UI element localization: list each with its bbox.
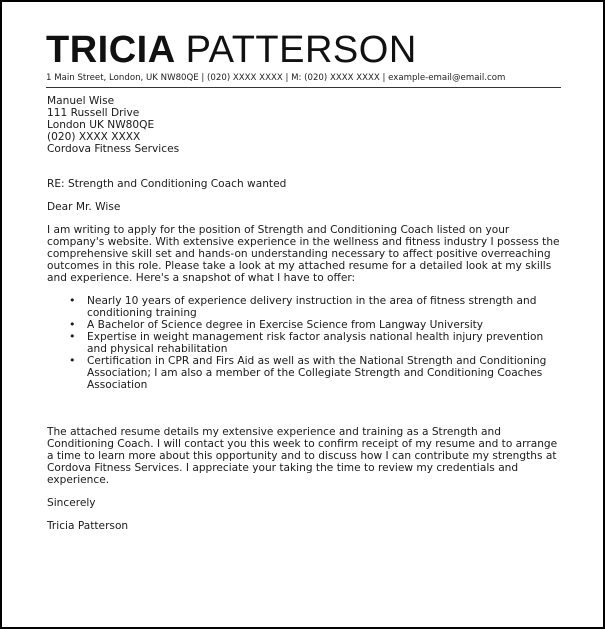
sign-off: Sincerely [47,497,96,509]
list-item: • Nearly 10 years of experience delivery instruction in the area of fitness strength and conditioning training [87,295,563,319]
recipient-address [47,95,563,155]
last-name: PATTERSON [185,29,417,71]
recipient-street: 111 Russell Drive [47,107,140,119]
contact-line: 1 Main Street, London, UK NW80QE | (020) XXXX XXXX | M: (020) XXXX XXXX | example-email@email.com [46,72,561,88]
list-item: • Certification in CPR and Firs Aid as well as with the National Strength and Conditioning Association; I am also a member of the Collegiate Strength and Conditioning Coaches Association [87,355,563,391]
applicant-name [46,30,563,70]
closing-paragraph: The attached resume details my extensive experience and training as a Strength and Conditioning Coach. I will contact you this week to confirm receipt of my resume and to arrange a time to learn more about this opportunity and to discuss how I can contribute my strengths at Cordova Fitness Services. I appreciate your taking the time to review my credentials and experience. [47,426,558,486]
signature-name: Tricia Patterson [47,520,129,532]
list-item: • Expertise in weight management risk factor analysis national health injury prevention and physical rehabilitation [87,331,563,355]
intro-paragraph: I am writing to apply for the position of Strength and Conditioning Coach listed on your company's website. With extensive experience in the wellness and fitness industry I possess the comprehensive skill set and hands-on understanding necessary to affect positive overreaching outcomes in this role. Please take a look at my attached resume for a detailed look at my skills and experience. Here's a snapshot of what I have to offer: [47,224,560,284]
qualifications-list [47,295,563,391]
recipient-company: Cordova Fitness Services [47,143,180,155]
recipient-phone: (020) XXXX XXXX [47,131,141,143]
recipient-city: London UK NW80QE [47,119,155,131]
salutation: Dear Mr. Wise [47,201,121,213]
list-item: • A Bachelor of Science degree in Exercise Science from Langway University [87,319,563,331]
letterhead [46,30,563,88]
first-name: TRICIA [46,29,176,71]
subject-line: RE: Strength and Conditioning Coach wanted [47,178,287,190]
recipient-name: Manuel Wise [47,95,115,107]
letter-body [47,95,563,532]
